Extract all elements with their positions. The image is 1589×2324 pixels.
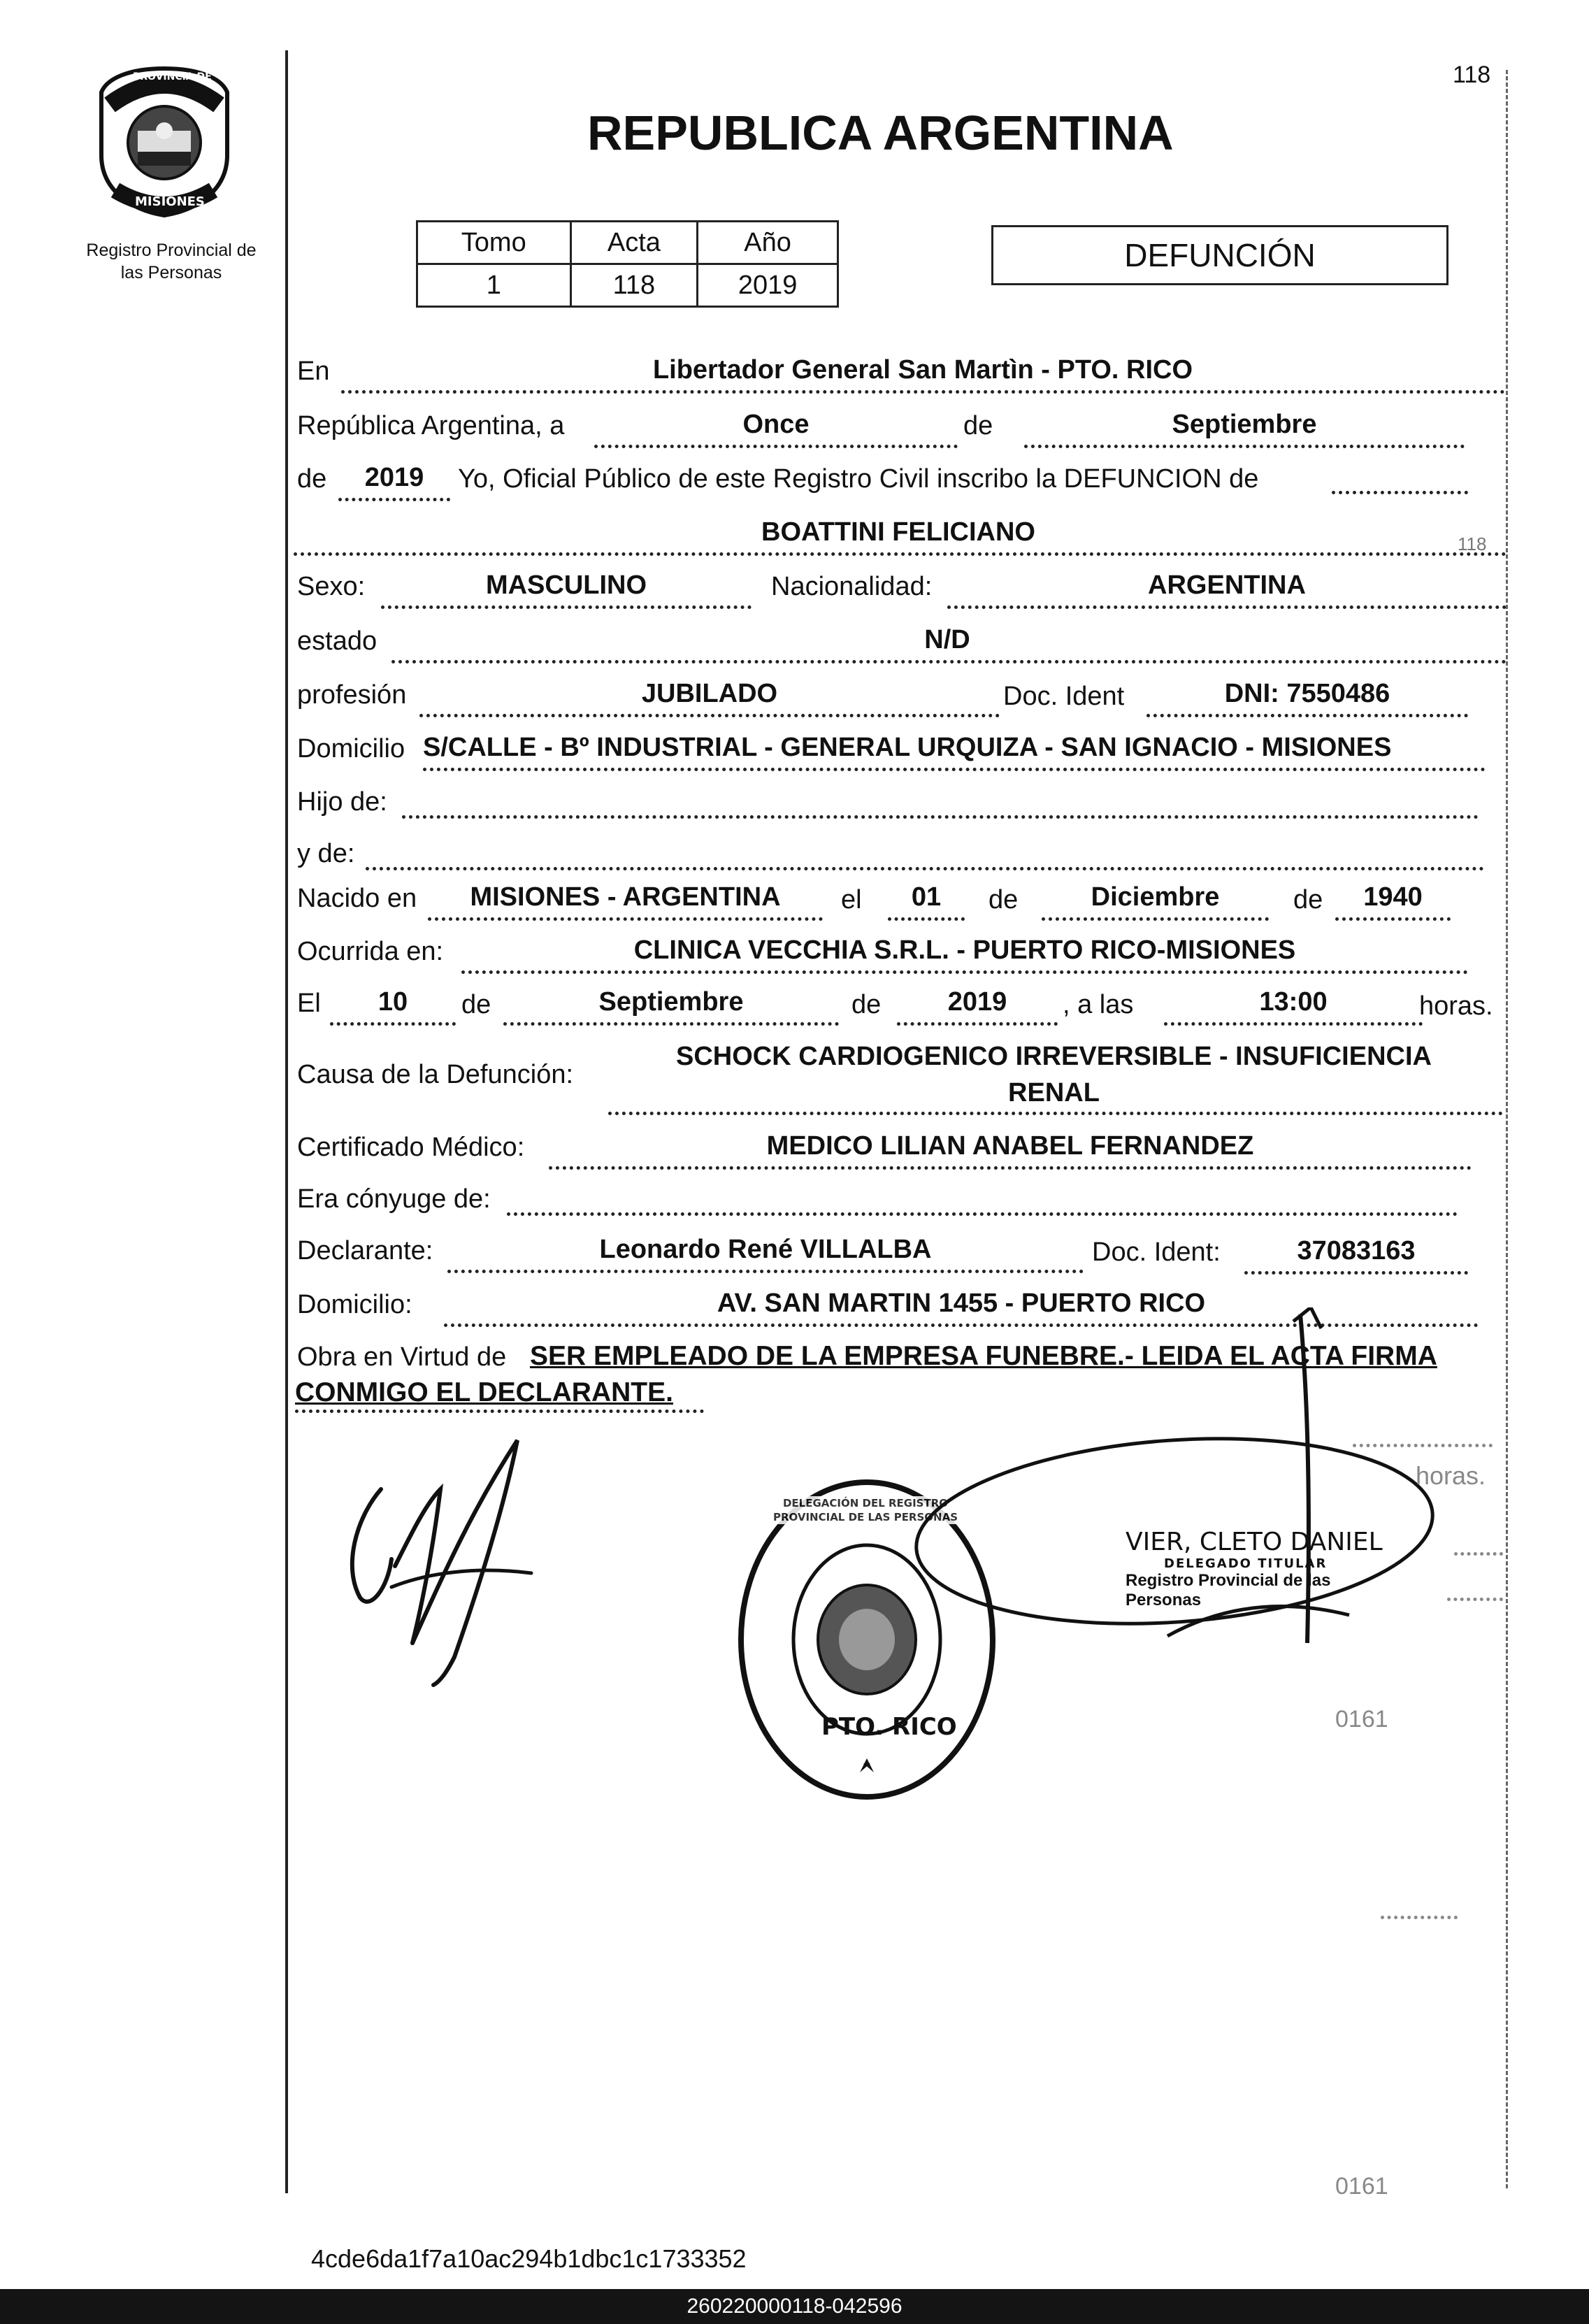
doc-ident-dotted-line	[1146, 714, 1468, 717]
conyuge-dotted-line	[507, 1212, 1458, 1216]
sexo-label: Sexo:	[297, 572, 366, 601]
de-label-1: de	[963, 411, 993, 440]
death-time: 13:00	[1259, 987, 1328, 1017]
logo-bottom-text: MISIONES	[135, 194, 205, 209]
nacido-label: Nacido en	[297, 884, 417, 913]
official-name: VIER, CLETO DANIEL	[1126, 1528, 1383, 1556]
ghost-dotted-3	[1447, 1598, 1503, 1601]
obra-line1: SER EMPLEADO DE LA EMPRESA FUNEBRE.- LEIDA EL ACTA FIRMA	[530, 1341, 1437, 1371]
certificado-label: Certificado Médico:	[297, 1133, 525, 1162]
el-label: el	[841, 885, 862, 914]
official-role: DELEGADO TITULAR	[1164, 1556, 1328, 1571]
ocurrida-value: CLINICA VECCHIA S.R.L. - PUERTO RICO-MISIONES	[633, 935, 1296, 965]
nacido-value: MISIONES - ARGENTINA	[470, 882, 781, 912]
nacionalidad-value: ARGENTINA	[1148, 571, 1306, 600]
record-type: DEFUNCIÓN	[1124, 237, 1316, 273]
year-dotted-line	[338, 498, 450, 501]
official-stamp-block	[1126, 1528, 1405, 1610]
de-label-4: de	[461, 990, 491, 1019]
birth-month: Diciembre	[1091, 882, 1220, 912]
yde-label: y de:	[297, 839, 355, 868]
day-dotted-line	[594, 445, 958, 448]
inscribo-dotted-line	[1332, 491, 1468, 494]
record-id-table	[416, 220, 839, 308]
ghost-dotted-4	[1381, 1916, 1458, 1919]
en-value: Libertador General San Martìn - PTO. RICO	[652, 355, 1193, 385]
month-value: Septiembre	[1172, 410, 1317, 439]
anio-value: 2019	[698, 264, 838, 307]
ghost-dotted-2	[1454, 1552, 1503, 1556]
birth-year: 1940	[1363, 882, 1423, 912]
tomo-value: 1	[417, 264, 571, 307]
ocurrida-dotted-line	[461, 970, 1468, 974]
alas-label: , a las	[1063, 990, 1134, 1019]
margin-ref-a: 0161	[1335, 1706, 1388, 1733]
registry-label	[66, 239, 276, 284]
domicilio2-value: AV. SAN MARTIN 1455 - PUERTO RICO	[717, 1289, 1206, 1318]
doc-ident-label: Doc. Ident	[1003, 682, 1125, 711]
death-year: 2019	[947, 987, 1007, 1017]
obra-line2: CONMIGO EL DECLARANTE.	[295, 1377, 673, 1407]
declarant-signature	[329, 1426, 559, 1692]
year-value: 2019	[364, 463, 424, 492]
barcode-strip	[0, 2289, 1589, 2324]
de-label-3: de	[1293, 885, 1323, 914]
anio-header: Año	[698, 222, 838, 264]
profesion-label: profesión	[297, 680, 407, 710]
estado-value: N/D	[924, 625, 970, 654]
birth-day: 01	[911, 882, 942, 912]
death-time-dotted-line	[1164, 1022, 1423, 1026]
barcode-text: 260220000118-042596	[686, 2295, 903, 2318]
month-dotted-line	[1024, 445, 1465, 448]
profesion-dotted-line	[419, 714, 1000, 717]
birth-day-dotted-line	[888, 917, 965, 921]
death-month: Septiembre	[598, 987, 744, 1017]
domicilio2-label: Domicilio:	[297, 1290, 412, 1319]
de-label-2: de	[988, 885, 1019, 914]
doc-ident2-label: Doc. Ident:	[1092, 1238, 1221, 1267]
birth-month-dotted-line	[1042, 917, 1269, 921]
sexo-value: MASCULINO	[485, 571, 647, 600]
nacionalidad-label: Nacionalidad:	[771, 572, 933, 601]
domicilio-value: S/CALLE - Bº INDUSTRIAL - GENERAL URQUIZA - SAN IGNACIO - MISIONES	[423, 733, 1392, 762]
obra-label: Obra en Virtud de	[297, 1342, 507, 1372]
estado-label: estado	[297, 626, 378, 656]
republica-label: República Argentina, a	[297, 411, 565, 440]
hijo-label: Hijo de:	[297, 787, 387, 817]
causa-dotted-line	[608, 1112, 1503, 1115]
ocurrida-label: Ocurrida en:	[297, 937, 444, 966]
profesion-value: JUBILADO	[641, 679, 778, 708]
yde-dotted-line	[366, 867, 1484, 870]
doc-ident2-value: 37083163	[1297, 1236, 1416, 1265]
declarante-label: Declarante:	[297, 1236, 433, 1265]
death-day-dotted-line	[330, 1022, 456, 1026]
inscribo-text: Yo, Oficial Público de este Registro Civil inscribo la DEFUNCION de	[458, 464, 1259, 494]
obra-dotted-line	[295, 1410, 704, 1413]
left-margin-line	[285, 50, 288, 2193]
ghost-horas: horas.	[1416, 1461, 1486, 1490]
day-value: Once	[742, 410, 810, 439]
en-dotted-line	[341, 390, 1505, 394]
domicilio-dotted-line	[423, 768, 1486, 771]
logo-top-text: PROVINCIA DE	[133, 71, 212, 83]
nacionalidad-dotted-line	[947, 605, 1507, 609]
name-dotted-line	[294, 552, 1507, 556]
nacido-dotted-line	[428, 917, 823, 921]
acta-value: 118	[570, 264, 698, 307]
causa-line1: SCHOCK CARDIOGENICO IRREVERSIBLE - INSUFICIENCIA	[676, 1042, 1432, 1071]
declarante-value: Leonardo René VILLALBA	[599, 1235, 932, 1264]
page-title: REPUBLICA ARGENTINA	[587, 106, 1174, 160]
el-cap-label: El	[297, 989, 321, 1018]
page-number: 118	[1453, 62, 1491, 88]
province-logo	[94, 64, 234, 220]
stamp-ring-text: DELEGACIÓN DEL REGISTRO PROVINCIAL DE LAS PERSONAS	[761, 1496, 970, 1524]
acta-header: Acta	[570, 222, 698, 264]
certificado-dotted-line	[549, 1166, 1472, 1170]
de-label-5: de	[851, 990, 882, 1019]
official-registry: Registro Provincial de las Personas	[1126, 1571, 1331, 1609]
certificado-value: MEDICO LILIAN ANABEL FERNANDEZ	[766, 1131, 1254, 1161]
stamp-city-text: PTO. RICO	[821, 1713, 957, 1741]
estado-dotted-line	[391, 660, 1507, 664]
ghost-dotted-1	[1353, 1444, 1493, 1447]
deceased-name: BOATTINI FELICIANO	[761, 517, 1035, 547]
record-type-box	[991, 225, 1448, 285]
domicilio-label: Domicilio	[297, 734, 405, 763]
death-month-dotted-line	[503, 1022, 839, 1026]
doc-ident-value: DNI: 7550486	[1224, 679, 1390, 708]
registry-line1: Registro Provincial de	[86, 241, 257, 260]
document-hash: 4cde6da1f7a10ac294b1dbc1c1733352	[311, 2244, 747, 2273]
en-label: En	[297, 357, 330, 386]
doc-ident2-dotted-line	[1244, 1271, 1468, 1275]
conyuge-label: Era cónyuge de:	[297, 1184, 491, 1214]
hijo-dotted-line	[402, 815, 1479, 819]
margin-ref-b: 0161	[1335, 2173, 1388, 2200]
horas-label: horas.	[1419, 991, 1493, 1021]
causa-line2: RENAL	[1008, 1078, 1100, 1107]
right-margin-line	[1506, 70, 1508, 2188]
tomo-header: Tomo	[417, 222, 571, 264]
death-day: 10	[378, 987, 408, 1017]
death-year-dotted-line	[897, 1022, 1058, 1026]
registry-line2: las Personas	[120, 263, 222, 282]
sexo-dotted-line	[381, 605, 752, 609]
causa-label: Causa de la Defunción:	[297, 1060, 574, 1089]
declarante-dotted-line	[447, 1270, 1084, 1273]
margin-number: 118	[1458, 533, 1487, 554]
birth-year-dotted-line	[1335, 917, 1451, 921]
year-prefix-label: de	[297, 464, 327, 494]
